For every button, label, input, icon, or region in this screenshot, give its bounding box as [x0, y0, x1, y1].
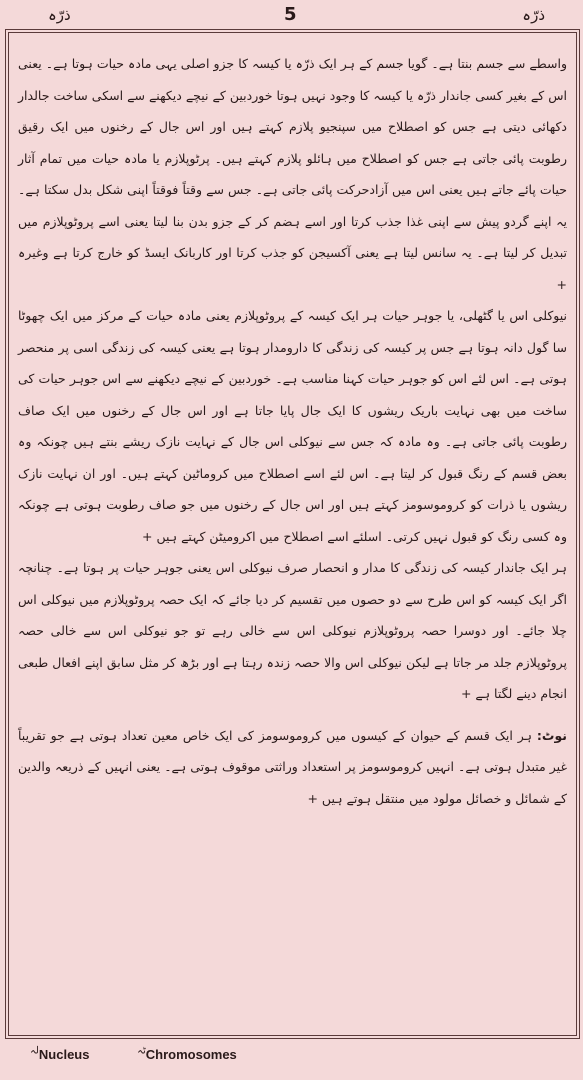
footnote-term: Nucleus [38, 1047, 90, 1062]
footnote-item [30, 1047, 89, 1062]
footnote-mark: لہ [30, 1045, 39, 1057]
paragraph-protoplasm: واسطے سے جسم بنتا ہے۔ گویا جسم کے ہر ایک ذرّہ یا کیسہ کا جزو اصلی یہی مادہ حیات ہوتا ہے۔ یعنی اس کے بغیر کسی جاندار ذرّہ یا کیسہ کا وجود نہیں ہوتا خوردبین کے نیچے دیکھنے سے اسکی ساخت جالدار دکھائی دیتی ہے جس کو اصطلاح میں سپنجیو پلازم کہتے ہیں اور اس جال کے رخنوں میں ایک رقیق رطوبت پائی جاتی ہے جس کو اصطلاح میں ہائلو پلازم کہتے ہیں۔ پرٹوپلازم یا مادہ حیات میں تمام آثار حیات پائے جاتے ہیں یعنی اس میں آزادحرکت پائی جاتی ہے۔ جس سے وقتاً فوقتاً اپنی شکل بدل سکتا ہے۔ یہ اپنے گردو پیش سے اپنی غذا جذب کرتا اور اسے ہضم کر کے جزو بدن بنا لیتا یعنی اسے پروٹوپلازم میں تبدیل کر لیتا ہے۔ یہ سانس لیتا ہے یعنی آکسیجن کو جذب کرتا اور کاربانک ایسڈ کو خارج کرتا ہے وغیرہ + [18, 56, 567, 292]
footnote-term: Chromosomes [145, 1047, 237, 1062]
footnote-item [137, 1047, 237, 1062]
paragraph-cell-division: ہر ایک جاندار کیسہ کی زندگی کا مدار و انحصار صرف نیوکلی اس یعنی جوہر حیات پر ہوتا ہے۔ چنانچہ اگر ایک کیسہ کو اس طرح سے دو حصوں میں تقسیم کر دیا جائے کہ ایک حصہ پروٹوپلازم میں نیوکلی اس چلا جائے۔ اور دوسرا حصہ پروٹوپلازم نیوکلی اس سے خالی رہے تو جو نیوکلی اس سے خالی حصہ پروٹوپلازم جلد مر جاتا ہے لیکن نیوکلی اس والا حصہ زندہ رہتا ہے اور بڑھ کر مثل سابق اپنے افعال طبعی انجام دینے لگتا ہے + [18, 560, 567, 701]
note-text: ہر ایک قسم کے حیوان کے کیسوں میں کروموسومز کی ایک خاص معین تعداد ہوتی ہے جو تقریباً غیر متبدل ہوتی ہے۔ انہیں کروموسومز پر استعداد وراثتی موقوف ہوتی ہے۔ یعنی انہیں کے ذریعہ والدین کے شمائل و خصائل مولود میں منتقل ہوتے ہیں + [18, 727, 567, 806]
page-number: 5 [284, 4, 297, 25]
urdu-body-text [18, 48, 567, 814]
footnotes [30, 1046, 281, 1062]
header-running-title-right: ذرّہ [522, 6, 545, 24]
paragraph-nucleus: نیوکلی اس یا گٹھلی، یا جوہر حیات ہر ایک کیسہ کے پروٹوپلازم یعنی مادہ حیات کے مرکز میں ایک چھوٹا سا گول دانہ ہوتا ہے جس پر کیسہ کی زندگی کا دارومدار ہوتا ہے یعنی کیسہ کی زندگی اسی پر منحصر ہوتی ہے۔ اس لئے اس کو جوہر حیات کہنا مناسب ہے۔ خوردبین کے نیچے دیکھنے سے اس جوہر حیات کی ساخت میں بھی نہایت باریک ریشوں کا ایک جال پایا جاتا ہے اور اس جال کے رخنوں میں ایک صاف رطوبت پائی جاتی ہے۔ وہ مادہ کہ جس سے نیوکلی اس جال کے نہایت نازک ریشے بنتے ہیں چونکہ وہ بعض قسم کے رنگ قبول کر لیتا ہے۔ اس لئے اسے اصطلاح میں کروماٹین کہتے ہیں۔ اور ان نہایت نازک ریشوں یا ذرات کو کروموسومز کہتے ہیں اور اس جال کے رخنوں میں جو صاف رطوبت ہوتی ہے چونکہ وہ کسی رنگ کو قبول نہیں کرتی۔ اسلئے اسے اصطلاح میں اکرومیٹن کہتے ہیں + [18, 308, 567, 544]
header-running-title-left: ذرّہ [48, 6, 71, 24]
page-header [0, 2, 583, 32]
chromosome-note [18, 720, 567, 815]
footnote-mark: ٹہ [137, 1045, 146, 1057]
note-label: نوٹ: [536, 727, 567, 743]
